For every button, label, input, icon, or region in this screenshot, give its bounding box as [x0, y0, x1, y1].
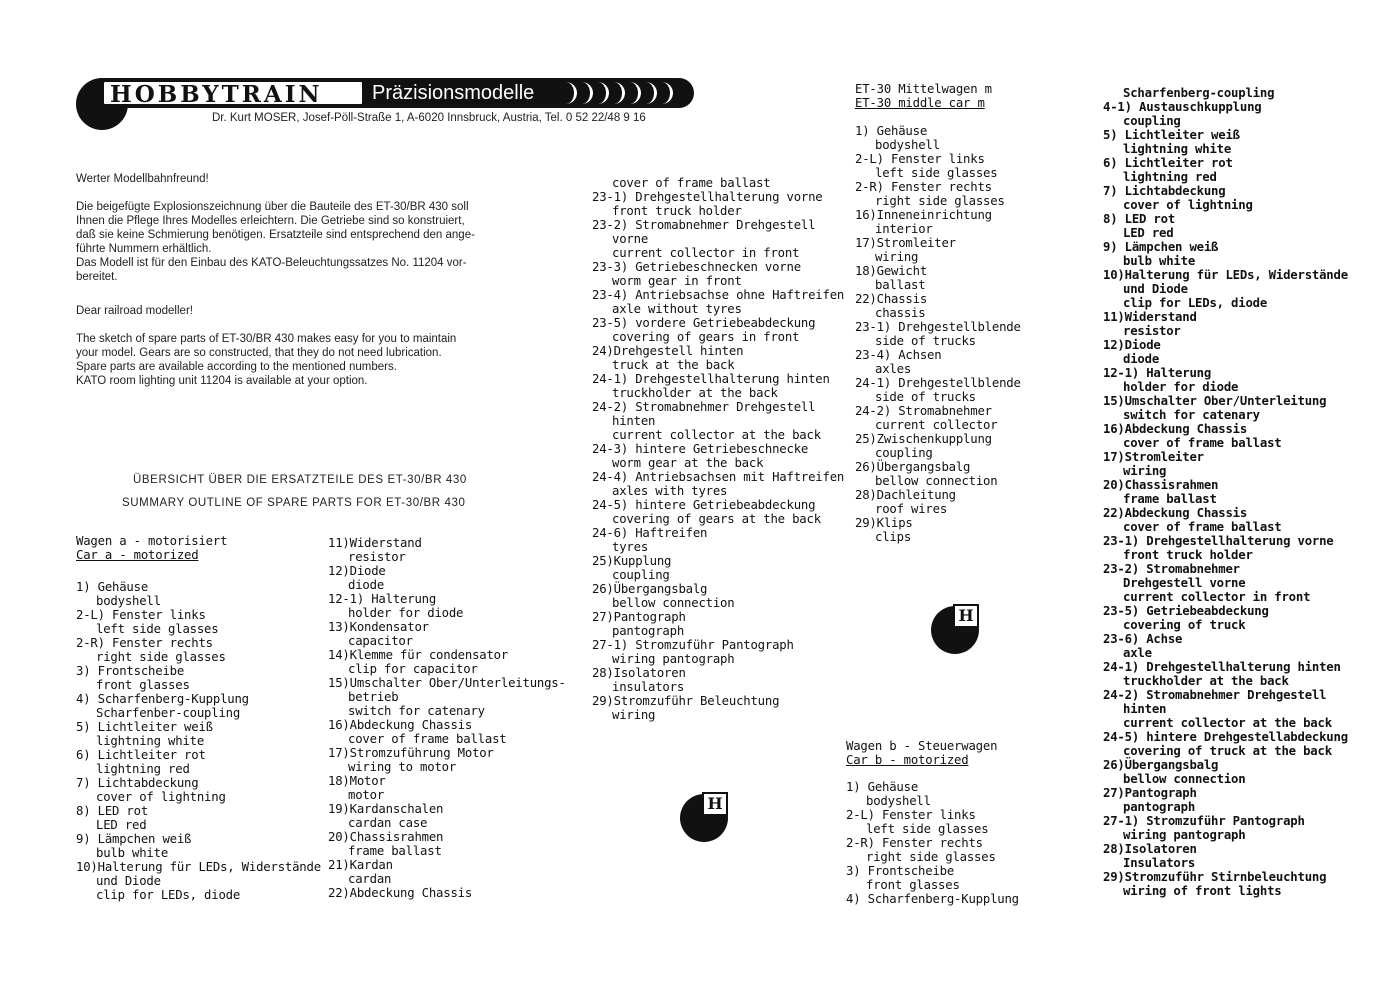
- part-translation: cover of frame ballast: [1123, 520, 1282, 534]
- logo-stripe: [580, 82, 593, 104]
- part-translation: covering of truck: [1123, 618, 1246, 632]
- text-line: bereitet.: [76, 271, 118, 283]
- part-entry: 2-L) Fenster links: [76, 608, 206, 622]
- part-entry: 24-2) Stromabnehmer Drehgestell: [592, 400, 816, 414]
- part-translation: cardan case: [348, 816, 428, 830]
- part-translation: covering of gears at the back: [612, 512, 821, 526]
- part-translation: left side glasses: [96, 622, 219, 636]
- part-translation: lightning red: [96, 762, 190, 776]
- part-translation: current collector at the back: [612, 428, 821, 442]
- part-entry: 28)Isolatoren: [592, 666, 686, 680]
- part-translation: cover of frame ballast: [348, 732, 507, 746]
- part-entry: 10)Halterung für LEDs, Widerstände: [76, 860, 321, 874]
- car-m-heading-en: ET-30 middle car m: [855, 96, 985, 110]
- part-entry: 25)Zwischenkupplung: [855, 432, 992, 446]
- part-translation: Insulators: [1123, 856, 1196, 870]
- part-translation: wiring pantograph: [1123, 828, 1246, 842]
- text-line: Das Modell ist für den Einbau des KATO-Beleuchtungssatzes No. 11204 vor-: [76, 257, 467, 269]
- part-translation: wiring: [1123, 464, 1167, 478]
- part-translation: pantograph: [612, 624, 685, 638]
- part-translation: axles with tyres: [612, 484, 728, 498]
- part-entry: 10)Halterung für LEDs, Widerstände: [1103, 268, 1348, 282]
- part-entry: 26)Übergangsbalg: [855, 460, 971, 474]
- part-entry: 24-2) Stromabnehmer: [855, 404, 992, 418]
- car-a-heading-de: Wagen a - motorisiert: [76, 534, 228, 548]
- part-translation: capacitor: [348, 634, 413, 648]
- part-entry: 29)Stromzuführ Beleuchtung: [592, 694, 780, 708]
- part-translation: coupling: [875, 446, 933, 460]
- part-translation: wiring pantograph: [612, 652, 735, 666]
- part-entry: 24-6) Haftreifen: [592, 526, 708, 540]
- part-translation: pantograph: [1123, 800, 1196, 814]
- part-translation: cover of lightning: [96, 790, 226, 804]
- part-entry: 2-R) Fenster rechts: [846, 836, 983, 850]
- emblem-letter: H: [702, 792, 728, 816]
- part-entry: 26)Übergangsbalg: [1103, 758, 1219, 772]
- part-translation: diode: [1123, 352, 1160, 366]
- part-translation: front glasses: [866, 878, 960, 892]
- brand-box: [102, 80, 364, 106]
- logo-stripe: [660, 82, 673, 104]
- car-a-parts-col1: [76, 580, 326, 902]
- part-entry: 16)Inneneinrichtung: [855, 208, 992, 222]
- part-translation: right side glasses: [875, 194, 1005, 208]
- greeting-en: Dear railroad modeller!: [76, 305, 193, 317]
- logo-banner: [74, 72, 699, 162]
- part-translation: axles: [875, 362, 912, 376]
- part-entry: 4) Scharfenberg-Kupplung: [76, 692, 249, 706]
- part-translation: bellow connection: [875, 474, 998, 488]
- part-translation: tyres: [612, 540, 649, 554]
- car-m-parts: [855, 124, 1095, 544]
- part-translation: interior: [875, 222, 933, 236]
- text-line: Ihnen die Pflege Ihres Modelles erleichtern. Die Getriebe sind so konstruiert,: [76, 215, 465, 227]
- part-entry: 9) Lämpchen weiß: [1103, 240, 1219, 254]
- part-entry: 18)Gewicht: [855, 264, 928, 278]
- part-translation: wiring: [612, 708, 656, 722]
- part-translation: side of trucks: [875, 390, 976, 404]
- part-entry: 3) Frontscheibe: [846, 864, 955, 878]
- part-entry: 23-4) Achsen: [855, 348, 942, 362]
- part-entry: 24-1) Drehgestellblende: [855, 376, 1021, 390]
- part-entry: 9) Lämpchen weiß: [76, 832, 192, 846]
- part-translation: LED red: [96, 818, 147, 832]
- part-entry: 2-L) Fenster links: [846, 808, 976, 822]
- car-a-heading-en: Car a - motorized: [76, 548, 199, 562]
- text-line: Spare parts are available according to the mentioned numbers.: [76, 361, 397, 373]
- part-entry: 6) Lichtleiter rot: [1103, 156, 1233, 170]
- part-translation: bulb white: [96, 846, 169, 860]
- logo-stripe: [564, 82, 577, 104]
- part-entry: 2-R) Fenster rechts: [76, 636, 213, 650]
- part-translation: front glasses: [96, 678, 190, 692]
- car-a-parts-col3: [592, 176, 847, 722]
- part-translation: bodyshell: [96, 594, 161, 608]
- part-translation: current collector in front: [612, 246, 800, 260]
- part-translation: ballast: [875, 278, 926, 292]
- part-entry: 28)Dachleitung: [855, 488, 956, 502]
- part-entry: 23-6) Achse: [1103, 632, 1183, 646]
- part-entry: 26)Übergangsbalg: [592, 582, 708, 596]
- part-translation: switch for catenary: [1123, 408, 1260, 422]
- part-translation: roof wires: [875, 502, 948, 516]
- part-entry: 16)Abdeckung Chassis: [328, 718, 473, 732]
- part-entry: 4-1) Austauschkupplung: [1103, 100, 1262, 114]
- part-translation: right side glasses: [96, 650, 226, 664]
- part-entry: 12-1) Halterung: [1103, 366, 1212, 380]
- part-translation: right side glasses: [866, 850, 996, 864]
- logo-stripe: [596, 82, 609, 104]
- part-translation: clip for LEDs, diode: [96, 888, 241, 902]
- part-translation: lightning red: [1123, 170, 1217, 184]
- logo-bar: [102, 78, 694, 108]
- part-entry: 28)Isolatoren: [1103, 842, 1197, 856]
- brand-tagline: Präzisionsmodelle: [372, 82, 535, 104]
- part-entry: 17)Stromzuführung Motor: [328, 746, 494, 760]
- part-translation: lightning white: [1123, 142, 1232, 156]
- part-translation: bulb white: [1123, 254, 1196, 268]
- part-translation: truckholder at the back: [612, 386, 778, 400]
- text-line: daß sie keine Schmierung benötigen. Ersatzteile sind entsprechend den ange-: [76, 229, 475, 241]
- part-translation: current collector at the back: [1123, 716, 1332, 730]
- text-line: Die beigefügte Explosionszeichnung über die Bauteile des ET-30/BR 430 soll: [76, 201, 469, 213]
- part-entry: 24-1) Drehgestellhalterung hinten: [1103, 660, 1341, 674]
- part-translation: chassis: [875, 306, 926, 320]
- part-entry: 3) Frontscheibe: [76, 664, 185, 678]
- company-address: Dr. Kurt MOSER, Josef-Pöll-Straße 1, A-6020 Innsbruck, Austria, Tel. 0 52 22/48 9 16: [212, 112, 646, 124]
- part-entry: 15)Umschalter Ober/Unterleitungs-: [328, 676, 566, 690]
- part-translation: diode: [348, 578, 385, 592]
- part-entry: 8) LED rot: [76, 804, 149, 818]
- logo-stripe: [644, 82, 657, 104]
- part-translation: cardan: [348, 872, 392, 886]
- part-entry: 27)Pantograph: [1103, 786, 1197, 800]
- part-entry: 13)Kondensator: [328, 620, 429, 634]
- car-a-parts-col2: [328, 536, 578, 900]
- car-b-heading: [846, 739, 997, 767]
- part-translation: holder for diode: [348, 606, 464, 620]
- part-translation: holder for diode: [1123, 380, 1239, 394]
- overview-title-en: SUMMARY OUTLINE OF SPARE PARTS FOR ET-30/BR 430: [122, 497, 466, 509]
- part-translation: axle without tyres: [612, 302, 742, 316]
- part-translation: frame ballast: [1123, 492, 1217, 506]
- part-entry: 7) Lichtabdeckung: [1103, 184, 1226, 198]
- brand-name: HOBBYTRAIN: [110, 81, 323, 108]
- part-entry: 21)Kardan: [328, 858, 393, 872]
- part-entry: 24)Drehgestell hinten: [592, 344, 744, 358]
- part-translation: cover of frame ballast: [1123, 436, 1282, 450]
- part-entry: 12)Diode: [328, 564, 386, 578]
- part-translation: clips: [875, 530, 912, 544]
- part-translation: Scharfenber-coupling: [96, 706, 241, 720]
- part-translation: bodyshell: [875, 138, 940, 152]
- part-translation: und Diode: [1123, 282, 1188, 296]
- part-translation: motor: [348, 788, 385, 802]
- part-entry: 23-1) Drehgestellblende: [855, 320, 1021, 334]
- part-entry: 7) Lichtabdeckung: [76, 776, 199, 790]
- part-translation: worm gear at the back: [612, 456, 764, 470]
- part-translation: clip for LEDs, diode: [1123, 296, 1268, 310]
- part-translation: Drehgestell vorne: [1123, 576, 1246, 590]
- part-translation: current collector in front: [1123, 590, 1311, 604]
- text-line: KATO room lighting unit 11204 is available at your option.: [76, 375, 368, 387]
- part-translation: truck at the back: [612, 358, 735, 372]
- part-entry: 22)Chassis: [855, 292, 928, 306]
- part-entry: 11)Widerstand: [328, 536, 422, 550]
- part-entry: 27-1) Stromzuführ Pantograph: [1103, 814, 1305, 828]
- part-translation: covering of truck at the back: [1123, 744, 1332, 758]
- part-entry: 2-R) Fenster rechts: [855, 180, 992, 194]
- part-entry: 4) Scharfenberg-Kupplung: [846, 892, 1019, 906]
- part-entry: 22)Abdeckung Chassis: [1103, 506, 1248, 520]
- part-entry: 23-2) Stromabnehmer: [1103, 562, 1240, 576]
- part-entry: 14)Klemme für condensator: [328, 648, 509, 662]
- part-entry: 22)Abdeckung Chassis: [328, 886, 473, 900]
- part-entry: 23-3) Getriebeschnecken vorne: [592, 260, 801, 274]
- overview-title-de: ÜBERSICHT ÜBER DIE ERSATZTEILE DES ET-30/BR 430: [133, 474, 467, 486]
- part-entry: 23-4) Antriebsachse ohne Haftreifen: [592, 288, 845, 302]
- part-entry: 20)Chassisrahmen: [328, 830, 444, 844]
- part-translation: vorne: [612, 232, 649, 246]
- part-entry: 19)Kardanschalen: [328, 802, 444, 816]
- body-de: [76, 200, 576, 284]
- part-entry: 16)Abdeckung Chassis: [1103, 422, 1248, 436]
- part-entry: 17)Stromleiter: [855, 236, 956, 250]
- part-entry: 29)Klips: [855, 516, 913, 530]
- part-translation: left side glasses: [875, 166, 998, 180]
- part-entry: 1) Gehäuse: [855, 124, 928, 138]
- part-translation: coupling: [1123, 114, 1181, 128]
- part-entry: 23-2) Stromabnehmer Drehgestell: [592, 218, 816, 232]
- part-translation: resistor: [1123, 324, 1181, 338]
- text-line: your model. Gears are so constructed, that they do not need lubrication.: [76, 347, 442, 359]
- part-translation: switch for catenary: [348, 704, 485, 718]
- part-translation: insulators: [612, 680, 685, 694]
- greeting-de: Werter Modellbahnfreund!: [76, 173, 209, 185]
- part-translation: hinten: [612, 414, 656, 428]
- part-translation: wiring to motor: [348, 760, 457, 774]
- part-translation: cover of frame ballast: [612, 176, 771, 190]
- car-b-heading-de: Wagen b - Steuerwagen: [846, 739, 998, 753]
- part-translation: truckholder at the back: [1123, 674, 1289, 688]
- part-translation: wiring: [875, 250, 919, 264]
- part-translation: axle: [1123, 646, 1152, 660]
- text-line: The sketch of spare parts of ET-30/BR 430 makes easy for you to maintain: [76, 333, 457, 345]
- part-translation: side of trucks: [875, 334, 976, 348]
- part-translation: clip for capacitor: [348, 662, 478, 676]
- part-translation: hinten: [1123, 702, 1167, 716]
- part-entry: 24-1) Drehgestellhalterung hinten: [592, 372, 830, 386]
- part-entry: 1) Gehäuse: [76, 580, 149, 594]
- part-entry: 15)Umschalter Ober/Unterleitung: [1103, 394, 1327, 408]
- part-entry: 24-5) hintere Drehgestellabdeckung: [1103, 730, 1348, 744]
- car-b-heading-en: Car b - motorized: [846, 753, 969, 767]
- part-entry: 23-5) vordere Getriebeabdeckung: [592, 316, 816, 330]
- car-m-heading: [855, 82, 992, 110]
- part-translation: wiring of front lights: [1123, 884, 1282, 898]
- text-line: führte Nummern erhältlich.: [76, 243, 212, 255]
- hobbytrain-emblem-icon: [680, 794, 728, 842]
- part-translation: front truck holder: [1123, 548, 1253, 562]
- part-translation: current collector: [875, 418, 998, 432]
- part-entry: 5) Lichtleiter weiß: [76, 720, 213, 734]
- car-b-parts-continued: [1103, 86, 1388, 898]
- part-translation: front truck holder: [612, 204, 742, 218]
- hobbytrain-emblem-icon: [931, 606, 979, 654]
- part-entry: 12)Diode: [1103, 338, 1161, 352]
- part-entry: 24-2) Stromabnehmer Drehgestell: [1103, 688, 1327, 702]
- part-entry: 18)Motor: [328, 774, 386, 788]
- part-entry: 11)Widerstand: [1103, 310, 1197, 324]
- part-entry: 2-L) Fenster links: [855, 152, 985, 166]
- part-translation: cover of lightning: [1123, 198, 1253, 212]
- part-translation: betrieb: [348, 690, 399, 704]
- part-entry: 24-3) hintere Getriebeschnecke: [592, 442, 809, 456]
- part-translation: left side glasses: [866, 822, 989, 836]
- part-entry: 23-1) Drehgestellhalterung vorne: [1103, 534, 1334, 548]
- logo-stripe: [612, 82, 625, 104]
- emblem-letter: H: [953, 604, 979, 628]
- part-translation: Scharfenberg-coupling: [1123, 86, 1275, 100]
- part-translation: resistor: [348, 550, 406, 564]
- part-entry: 24-5) hintere Getriebeabdeckung: [592, 498, 816, 512]
- intro-text: [76, 172, 576, 388]
- part-translation: frame ballast: [348, 844, 442, 858]
- part-translation: bellow connection: [1123, 772, 1246, 786]
- car-a-heading: [76, 534, 227, 562]
- part-entry: 5) Lichtleiter weiß: [1103, 128, 1240, 142]
- part-entry: 8) LED rot: [1103, 212, 1176, 226]
- part-translation: bellow connection: [612, 596, 735, 610]
- body-en: [76, 332, 576, 388]
- car-b-parts: [846, 780, 1086, 906]
- part-entry: 20)Chassisrahmen: [1103, 478, 1219, 492]
- part-entry: 25)Kupplung: [592, 554, 672, 568]
- part-entry: 17)Stromleiter: [1103, 450, 1204, 464]
- part-translation: covering of gears in front: [612, 330, 800, 344]
- part-translation: LED red: [1123, 226, 1174, 240]
- car-m-heading-de: ET-30 Mittelwagen m: [855, 82, 992, 96]
- part-entry: 27-1) Stromzuführ Pantograph: [592, 638, 794, 652]
- logo-stripe: [628, 82, 641, 104]
- part-entry: 12-1) Halterung: [328, 592, 437, 606]
- part-translation: worm gear in front: [612, 274, 742, 288]
- part-translation: und Diode: [96, 874, 161, 888]
- part-translation: bodyshell: [866, 794, 931, 808]
- part-translation: coupling: [612, 568, 670, 582]
- part-entry: 23-1) Drehgestellhalterung vorne: [592, 190, 823, 204]
- part-entry: 23-5) Getriebeabdeckung: [1103, 604, 1269, 618]
- part-entry: 27)Pantograph: [592, 610, 686, 624]
- part-entry: 29)Stromzuführ Stirnbeleuchtung: [1103, 870, 1327, 884]
- part-translation: lightning white: [96, 734, 205, 748]
- part-entry: 1) Gehäuse: [846, 780, 919, 794]
- part-entry: 24-4) Antriebsachsen mit Haftreifen: [592, 470, 845, 484]
- part-entry: 6) Lichtleiter rot: [76, 748, 206, 762]
